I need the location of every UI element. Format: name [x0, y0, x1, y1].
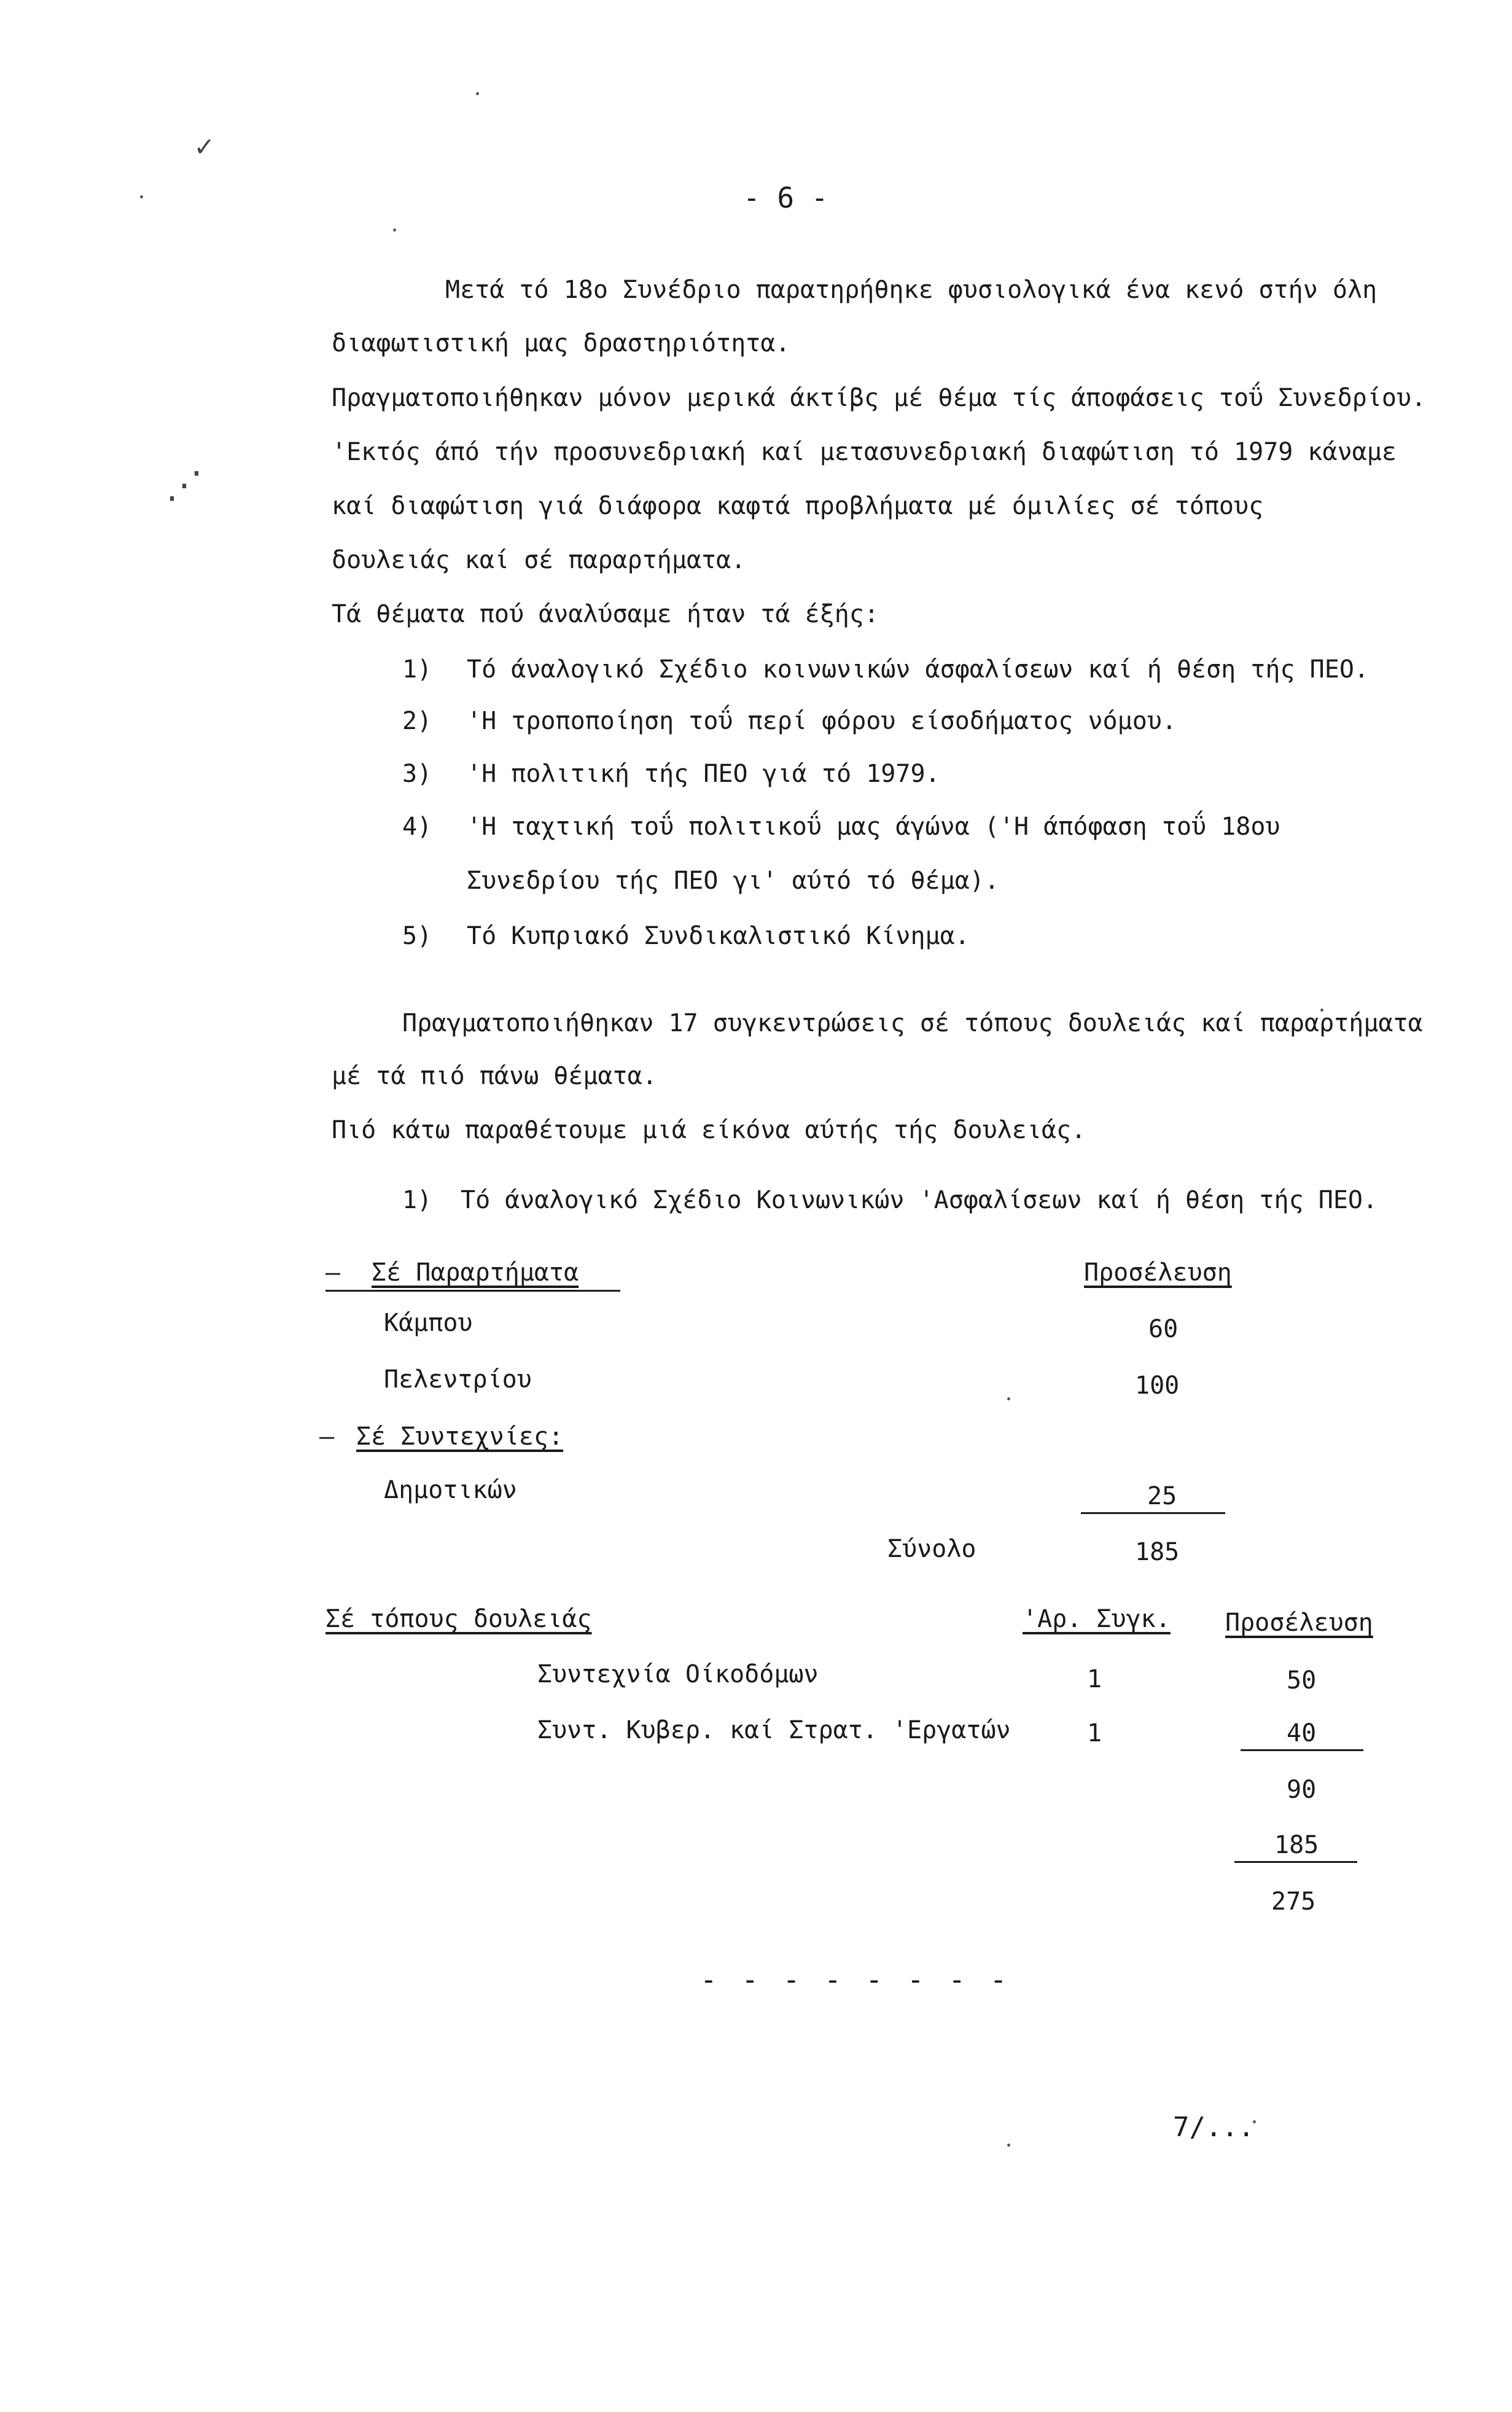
topic-text: 'Η πολιτική τής ΠΕΟ γιά τό 1979. — [467, 760, 940, 788]
attendance-header: Προσέλευση — [1084, 1259, 1232, 1287]
topics-intro: Τά θέματα πού άναλύσαμε ήταν τά έξής: — [332, 600, 879, 628]
page-number: - 6 - — [743, 181, 828, 214]
paragraph-line: δουλειάς καί σέ παραρτήματα. — [332, 546, 746, 574]
paragraph-line: καί διαφώτιση γιά διάφορα καφτά προβλήματα μέ όμιλίες σέ τόπους — [332, 492, 1264, 520]
topic-text: Τό Κυπριακό Συνδικαλιστικό Κίνημα. — [467, 922, 970, 950]
branches-label: Σέ Παραρτήματα — [372, 1259, 579, 1287]
scan-speck — [1007, 2144, 1010, 2147]
workplace-value: 50 — [1287, 1666, 1317, 1695]
topic-number: 5) — [402, 922, 432, 950]
grand-total-value: 275 — [1271, 1887, 1316, 1916]
carried-value: 185 — [1274, 1831, 1319, 1859]
workplace-name: Συντεχνία Οίκοδόμων — [537, 1660, 819, 1688]
scan-mark-margin: ⋰ — [166, 464, 203, 507]
topic-text: Συνεδρίου τής ΠΕΟ γι' αύτό τό θέμα). — [467, 867, 999, 895]
workplace-value: 40 — [1287, 1719, 1317, 1747]
meetings-header: 'Αρ. Συγκ. — [1023, 1605, 1171, 1633]
paragraph-line: μέ τά πιό πάνω θέματα. — [332, 1062, 657, 1090]
dash-marker: – — [319, 1423, 335, 1451]
meeting-count: 1 — [1087, 1665, 1102, 1693]
topic-number: 1) — [402, 655, 432, 684]
topic-number: 3) — [402, 760, 432, 788]
subtotal-rule — [1241, 1749, 1363, 1751]
section-number: 1) — [402, 1186, 432, 1214]
meeting-count: 1 — [1087, 1719, 1102, 1747]
scan-speck — [1007, 1397, 1010, 1400]
scan-speck — [476, 92, 479, 95]
branch-name: Κάμπου — [384, 1309, 473, 1337]
branch-value: 100 — [1135, 1372, 1180, 1400]
paragraph-line: Πραγματοποιήθηκαν 17 συγκεντρώσεις σέ τόπους δουλειάς καί παραρτήματα — [402, 1009, 1423, 1037]
subtotal-rule — [1081, 1512, 1225, 1514]
total-rule — [1234, 1861, 1357, 1863]
topic-number: 2) — [402, 707, 432, 735]
topic-text: 'Η τροποποίηση τοΰ περί φόρου είσοδήματος νόμου. — [467, 707, 1177, 735]
paragraph-line: διαφωτιστική μας δραστηριότητα. — [332, 329, 790, 357]
paragraph-line: Πραγματοποιήθηκαν μόνον μερικά άκτίβς μέ θέμα τίς άποφάσεις τοΰ Συνεδρίου. — [332, 384, 1427, 412]
branch-value: 60 — [1148, 1315, 1179, 1343]
paragraph-line: Μετά τό 18ο Συνέδριο παρατηρήθηκε φυσιολογικά ένα κενό στήν όλη — [445, 276, 1378, 304]
attendance-header: Προσέλευση — [1225, 1609, 1373, 1637]
total-value: 185 — [1135, 1538, 1180, 1566]
scan-speck — [393, 228, 396, 232]
topic-text: 'Η ταχτική τοΰ πολιτικοΰ μας άγώνα ('Η άπόφαση τοΰ 18ου — [467, 813, 1280, 841]
branch-name: Πελεντρίου — [384, 1365, 532, 1394]
workplaces-label: Σέ τόπους δουλειάς — [325, 1605, 592, 1633]
coop-name: Δημοτικών — [384, 1476, 517, 1504]
dash-marker: – — [325, 1259, 341, 1287]
paragraph-line: Πιό κάτω παραθέτουμε μιά είκόνα αύτής τής δουλειάς. — [332, 1116, 1086, 1144]
branches-label-underline — [325, 1290, 620, 1292]
section-heading: Τό άναλογικό Σχέδιο Κοινωνικών 'Ασφαλίσεων καί ή θέση τής ΠΕΟ. — [461, 1186, 1378, 1214]
topic-text: Τό άναλογικό Σχέδιο κοινωνικών άσφαλίσεων καί ή θέση τής ΠΕΟ. — [467, 655, 1370, 684]
scan-speck — [140, 195, 143, 198]
scan-mark-top-left: ✓ — [195, 129, 213, 163]
total-label: Σύνολο — [887, 1535, 976, 1563]
topic-number: 4) — [402, 813, 432, 841]
paragraph-line: 'Εκτός άπό τήν προσυνεδριακή καί μετασυνεδριακή διαφώτιση τό 1979 κάναμε — [332, 438, 1397, 466]
workplace-name: Συντ. Κυβερ. καί Στρατ. 'Εργατών — [537, 1716, 1011, 1744]
coops-label: Σέ Συντεχνίες: — [356, 1423, 564, 1451]
subtotal-value: 90 — [1287, 1776, 1317, 1804]
section-separator: - - - - - - - - — [700, 1963, 1011, 1996]
coop-value: 25 — [1147, 1482, 1177, 1510]
continuation-marker: 7/... — [1173, 2112, 1255, 2143]
